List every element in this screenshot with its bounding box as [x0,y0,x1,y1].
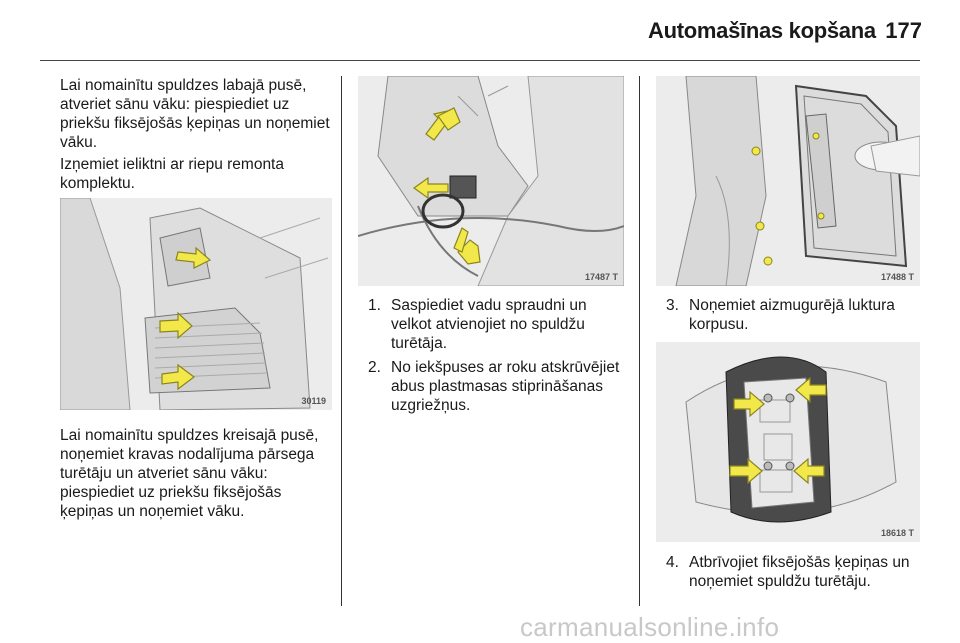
trunk-side-cover-illustration [60,198,332,410]
figure-number: 17488 T [880,272,914,282]
header-divider [40,60,920,61]
figure-number: 17487 T [584,272,618,282]
figure-lamp-housing-removal [656,76,920,286]
bulb-holder-illustration [656,342,920,542]
column-divider-2 [639,76,640,606]
instruction-step-1 [368,296,630,354]
instruction-step-2 [368,358,630,416]
instruction-step-4 [666,553,924,593]
column-divider-1 [341,76,342,606]
step-text: Atbrīvojiet fiksējošās ķepiņas un noņemiet spuldžu turētāju. [689,554,910,590]
section-title: Automašīnas kopšana [648,18,876,43]
figure-number: 30119 [301,396,326,406]
step-text: Noņemiet aizmugurējā luktura korpusu. [689,297,895,333]
figure-number: 18618 T [880,528,914,538]
step-number: 1. [368,297,381,314]
step-text: Saspiediet vadu spraudni un velkot atvienojiet no spuldžu turētāja. [391,297,587,352]
page-number: 177 [885,18,922,43]
instruction-step-3 [666,296,924,336]
figure-bulb-holder [656,342,920,542]
figure-side-cover-right [60,198,332,410]
figure-wire-connector [358,76,624,286]
step-text: No iekšpuses ar roku atskrūvējiet abus plastmasas stiprināšanas uzgriežņus. [391,359,620,414]
step-number: 4. [666,554,679,571]
intro-paragraph-right-side: Lai nomainītu spuldzes labajā pusē, atveriet sānu vāku: piespiediet uz priekšu fiksējošās ķepiņas un noņemiet vāku. [60,77,330,151]
wire-connector-illustration [358,76,624,286]
step-number: 3. [666,297,679,314]
watermark: carmanualsonline.info [520,612,780,642]
step-number: 2. [368,359,381,376]
lamp-housing-illustration [656,76,920,286]
intro-paragraph-insert: Izņemiet ieliktni ar riepu remonta komplektu. [60,156,284,192]
paragraph-left-side: Lai nomainītu spuldzes kreisajā pusē, noņemiet kravas nodalījuma pārsega turētāju un atveriet sānu vāku: piespiediet uz priekšu fiksējošās ķepiņas un noņemiet vāku. [60,427,319,520]
